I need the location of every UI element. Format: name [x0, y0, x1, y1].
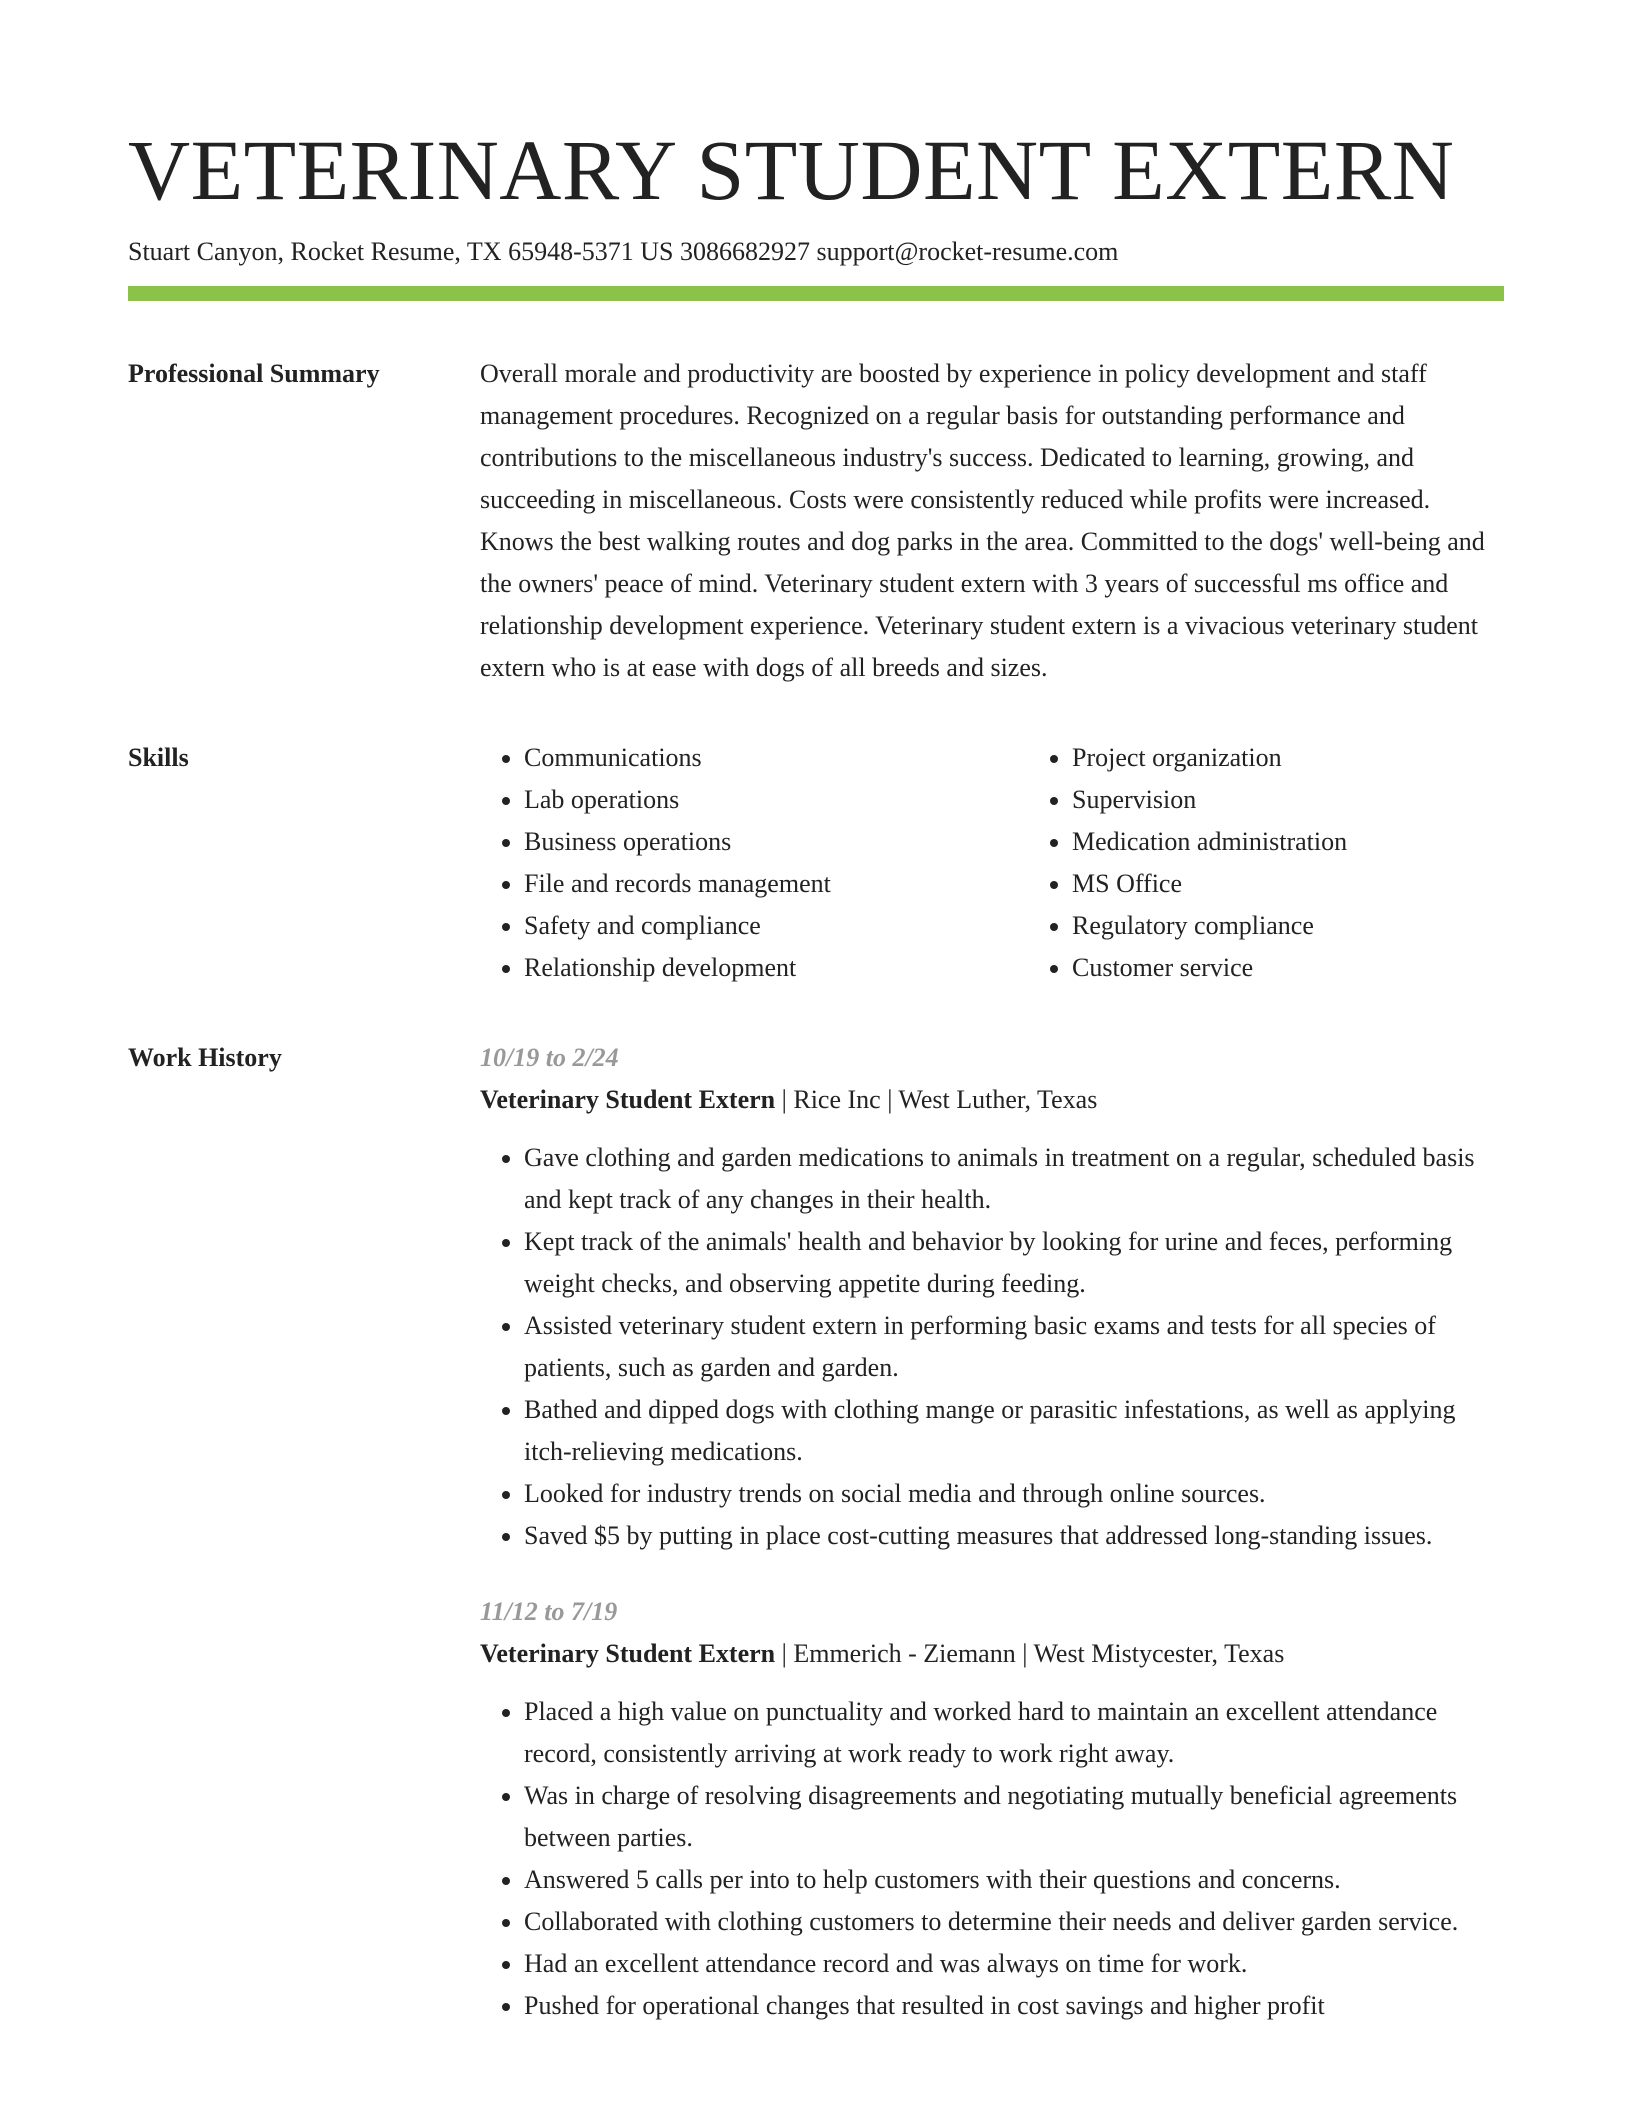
skill-item: • Relationship development [524, 947, 1028, 989]
job-details: | Rice Inc | West Luther, Texas [775, 1085, 1098, 1114]
job-entry [480, 1037, 1504, 1557]
job-title: Veterinary Student Extern [480, 1639, 776, 1668]
skills-section [128, 737, 1504, 989]
skills-label: Skills [128, 743, 189, 772]
job-bullet: • Saved $5 by putting in place cost-cutting measures that addressed long-standing issues. [524, 1515, 1504, 1557]
job-bullet: • Pushed for operational changes that resulted in cost savings and higher profit [524, 1985, 1504, 2027]
work-history-label: Work History [128, 1043, 282, 1072]
skill-item: • Project organization [1072, 737, 1576, 779]
skill-item: • Medication administration [1072, 821, 1576, 863]
resume-name: VETERINARY STUDENT EXTERN [128, 122, 1455, 218]
job-bullet: • Looked for industry trends on social media and through online sources. [524, 1473, 1504, 1515]
job-dates: 11/12 to 7/19 [480, 1597, 618, 1626]
job-bullets [480, 1691, 1504, 2027]
job-bullet: • Gave clothing and garden medications to animals in treatment on a regular, scheduled basis and kept track of any changes in their health. [524, 1137, 1504, 1221]
job-bullets [480, 1137, 1504, 1557]
job-bullet: • Placed a high value on punctuality and worked hard to maintain an excellent attendance record, consistently arriving at work ready to work right away. [524, 1691, 1504, 1775]
work-history-section [128, 1037, 1504, 2061]
summary-section [128, 353, 1504, 689]
job-dates: 10/19 to 2/24 [480, 1043, 619, 1072]
job-bullet: • Had an excellent attendance record and was always on time for work. [524, 1943, 1504, 1985]
resume-page [128, 120, 1504, 2061]
job-entry [480, 1591, 1504, 2027]
skill-item: • Safety and compliance [524, 905, 1028, 947]
accent-divider [128, 286, 1504, 301]
job-bullet: • Bathed and dipped dogs with clothing mange or parasitic infestations, as well as applying itch-relieving medications. [524, 1389, 1504, 1473]
job-bullet: • Kept track of the animals' health and behavior by looking for urine and feces, performing weight checks, and observing appetite during feeding. [524, 1221, 1504, 1305]
job-header [480, 1079, 1504, 1121]
skills-list-right [1028, 737, 1576, 989]
job-details: | Emmerich - Ziemann | West Mistycester, Texas [775, 1639, 1285, 1668]
skills-grid [480, 737, 1576, 989]
job-header [480, 1633, 1504, 1675]
skill-item: • Supervision [1072, 779, 1576, 821]
job-title: Veterinary Student Extern [480, 1085, 776, 1114]
job-bullet: • Assisted veterinary student extern in performing basic exams and tests for all species of patients, such as garden and garden. [524, 1305, 1504, 1389]
contact-info: Stuart Canyon, Rocket Resume, TX 65948-5371 US 3086682927 support@rocket-resume.com [128, 237, 1119, 266]
job-bullet: • Answered 5 calls per into to help customers with their questions and concerns. [524, 1859, 1504, 1901]
skills-list-left [480, 737, 1028, 989]
skill-item: • File and records management [524, 863, 1028, 905]
skill-item: • Regulatory compliance [1072, 905, 1576, 947]
skill-item: • Lab operations [524, 779, 1028, 821]
summary-text: Overall morale and productivity are boosted by experience in policy development and staff management procedures. Recognized on a regular basis for outstanding performance and contributions to the miscellaneous industry's success. Dedicated to learning, growing, and succeeding in miscellaneous. Costs were consistently reduced while profits were increased. Knows the best walking routes and dog parks in the area. Committed to the dogs' well-being and the owners' peace of mind. Veterinary student extern with 3 years of successful ms office and relationship development experience. Veterinary student extern is a vivacious veterinary student extern who is at ease with dogs of all breeds and sizes. [480, 359, 1485, 682]
skill-item: • Business operations [524, 821, 1028, 863]
job-bullet: • Was in charge of resolving disagreements and negotiating mutually beneficial agreements between parties. [524, 1775, 1504, 1859]
skill-item: • MS Office [1072, 863, 1576, 905]
job-bullet: • Collaborated with clothing customers to determine their needs and deliver garden service. [524, 1901, 1504, 1943]
summary-label: Professional Summary [128, 359, 380, 388]
skill-item: • Communications [524, 737, 1028, 779]
skill-item: • Customer service [1072, 947, 1576, 989]
